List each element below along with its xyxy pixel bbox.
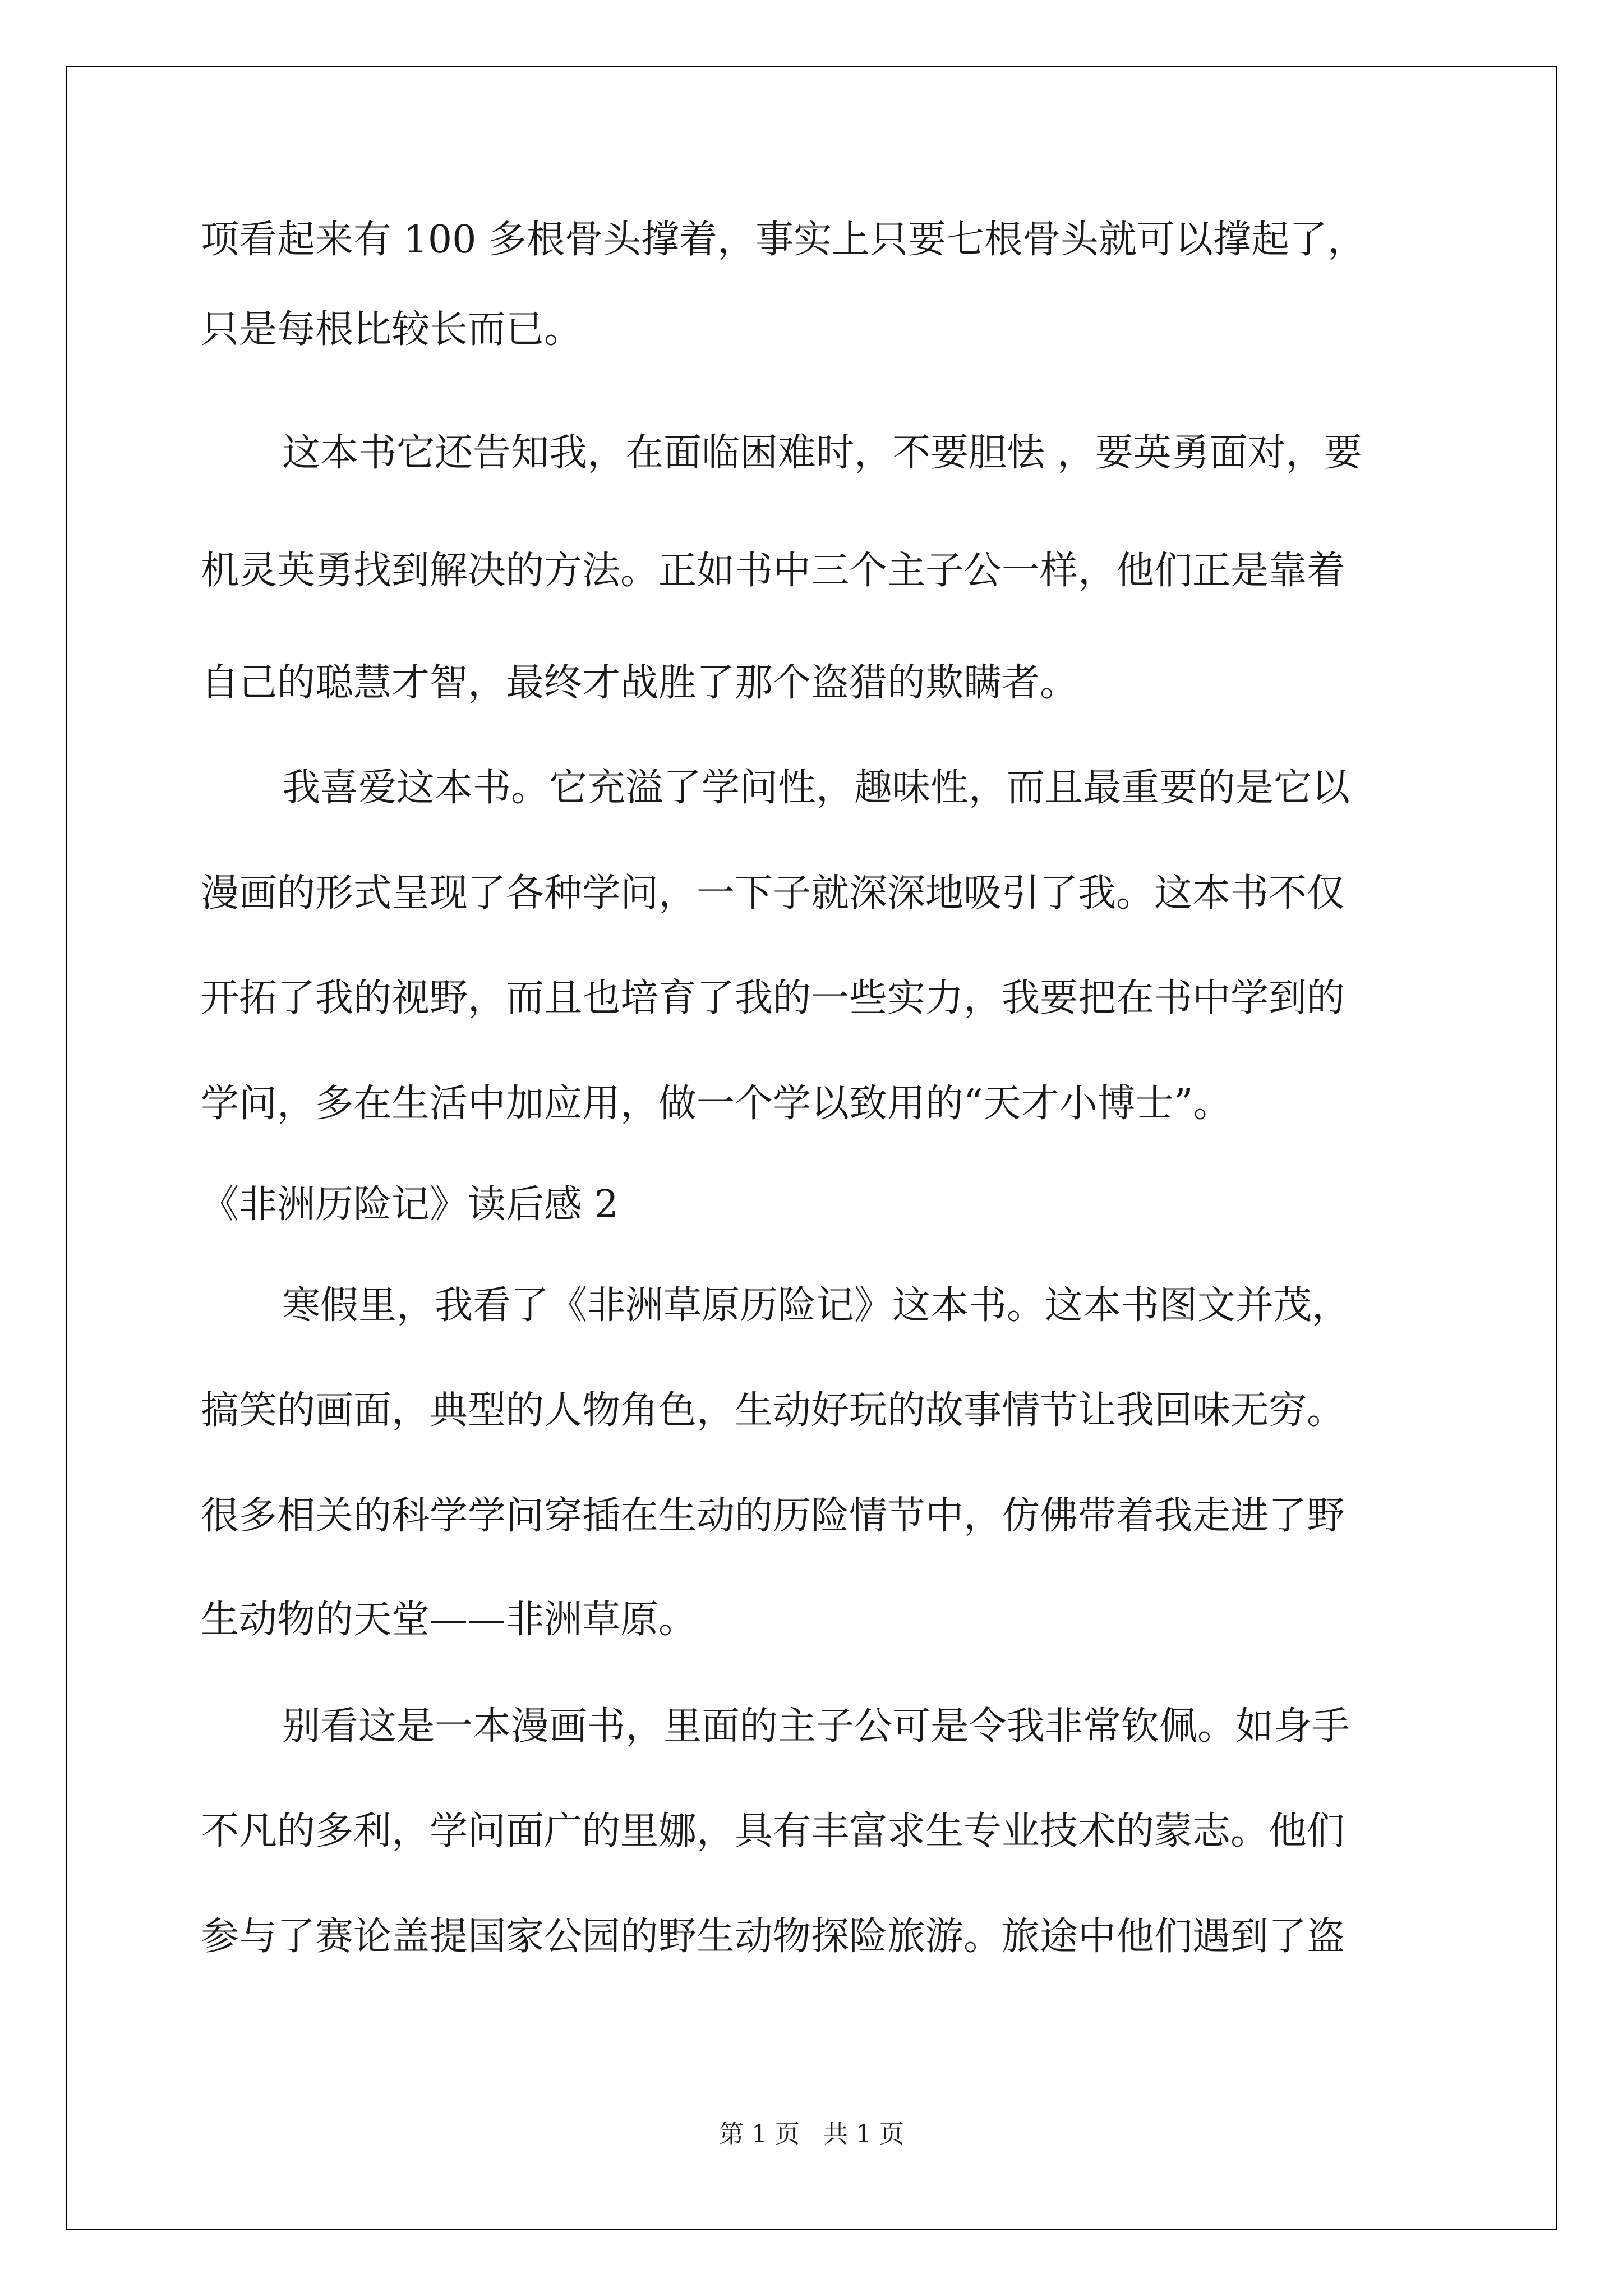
- page-number-footer: 第 1 页 共 1 页: [719, 2120, 904, 2148]
- paragraph-start-line: 寒假里，我看了《非洲草原历险记》这本书。这本书图文并茂，: [282, 1283, 1350, 1328]
- paragraph-start-line: 这本书它还告知我，在面临困难时，不要胆怯 ，要英勇面对，要: [282, 431, 1362, 475]
- body-line: 自己的聪慧才智，最终才战胜了那个盗猎的欺瞒者。: [201, 661, 1078, 705]
- section-heading: 《非洲历险记》读后感 2: [201, 1182, 619, 1227]
- body-line: 不凡的多利，学问面广的里娜，具有丰富求生专业技术的蒙志。他们: [201, 1809, 1345, 1853]
- body-line: 参与了赛论盖提国家公园的野生动物探险旅游。旅途中他们遇到了盗: [201, 1915, 1345, 1959]
- body-line: 只是每根比较长而已。: [201, 307, 583, 352]
- body-line: 学问，多在生活中加应用，做一个学以致用的“天才小博士”。: [201, 1082, 1232, 1126]
- body-line: 机灵英勇找到解决的方法。正如书中三个主子公一样，他们正是靠着: [201, 549, 1345, 593]
- body-line: 开拓了我的视野，而且也培育了我的一些实力，我要把在书中学到的: [201, 976, 1345, 1020]
- body-line: 漫画的形式呈现了各种学问，一下子就深深地吸引了我。这本书不仅: [201, 871, 1345, 915]
- paragraph-start-line: 我喜爱这本书。它充溢了学问性，趣味性，而且最重要的是它以: [282, 766, 1350, 810]
- page-frame: [66, 66, 1557, 2230]
- body-line: 项看起来有 100 多根骨头撑着，事实上只要七根骨头就可以撑起了，: [201, 218, 1366, 262]
- body-line: 生动物的天堂——非洲草原。: [201, 1598, 697, 1642]
- body-line: 搞笑的画面，典型的人物角色，生动好玩的故事情节让我回味无穷。: [201, 1388, 1345, 1433]
- body-line: 很多相关的科学学问穿插在生动的历险情节中，仿佛带着我走进了野: [201, 1494, 1345, 1538]
- paragraph-start-line: 别看这是一本漫画书，里面的主子公可是令我非常钦佩。如身手: [282, 1704, 1350, 1749]
